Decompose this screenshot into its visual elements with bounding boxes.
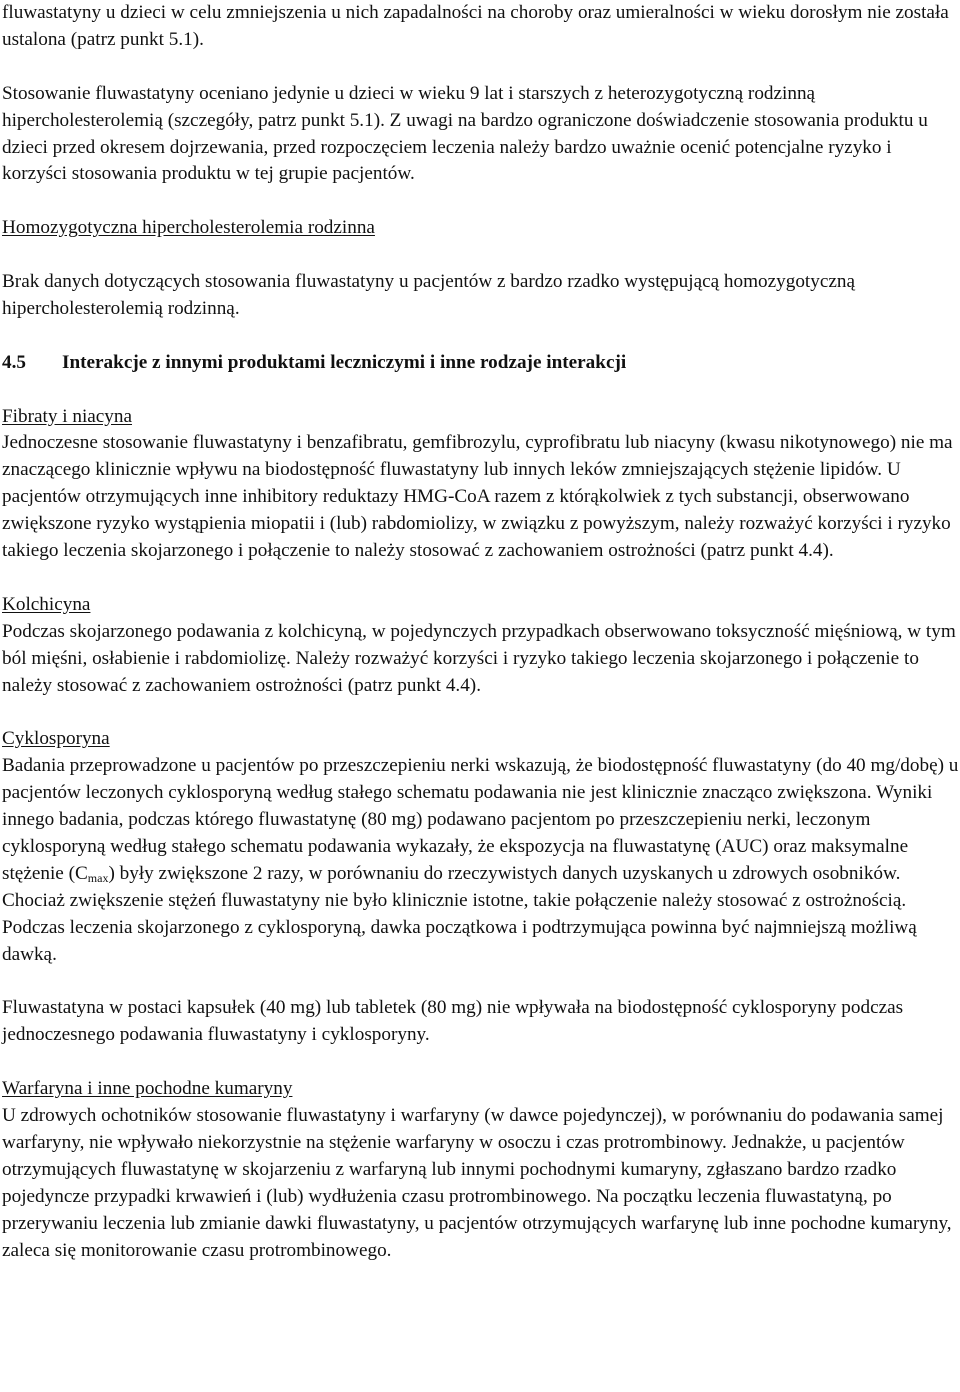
paragraph-pediatric-use: Stosowanie fluwastatyny oceniano jedynie u dzieci w wieku 9 lat i starszych z heterozygotyczną rodzinną hipercholesterolemią (szczegóły, patrz punkt 5.1). Z uwagi na bardzo ograniczone doświadczenie stosowania produktu u dzieci przed okresem dojrzewania, przed rozpoczęciem leczenia należy bardzo uważnie ocenić potencjalne ryzyko i korzyści stosowania produktu w tej grupie pacjentów. xyxy=(2,82,928,185)
subheading-fibrates: Fibraty i niacyna xyxy=(2,405,133,427)
subheading-homozygous-fh: Homozygotyczna hipercholesterolemia rodzinna xyxy=(2,217,375,239)
subheading-colchicine: Kolchicyna xyxy=(2,593,91,615)
cyclosporine-text-b: ) były zwiększone 2 razy, w porównaniu do rzeczywistych danych uzyskanych u zdrowych osobników. Chociaż zwiększenie stężeń fluwastatyny nie było klinicznie istotne, takie połączenie należy stosować z ostrożnością. Podczas leczenia skojarzonego z cyklosporyną, dawka początkowa i podtrzymująca powinna być najmniejszą możliwą dawką. xyxy=(2,862,917,965)
section-title: Interakcje z innymi produktami leczniczymi i inne rodzaje interakcji xyxy=(62,351,627,373)
cmax-subscript: max xyxy=(87,870,109,885)
paragraph-cyclosporine-bioavailability: Fluwastatyna w postaci kapsułek (40 mg) lub tabletek (80 mg) nie wpływała na biodostępność cyklosporyny podczas jednoczesnego podawania fluwastatyny i cyklosporyny. xyxy=(2,997,904,1046)
paragraph-fibrates: Jednoczesne stosowanie fluwastatyny i benzafibratu, gemfibrozylu, cyprofibratu lub niacyny (kwasu nikotynowego) nie ma znaczącego klinicznie wpływu na biodostępność fluwastatyny lub innych leków zmniejszających stężenie lipidów. U pacjentów otrzymujących inne inhibitory reduktazy HMG-CoA razem z którąkolwiek z tych substancji, obserwowano zwiększone ryzyko wystąpienia miopatii i (lub) rabdomiolizy, w związku z powyższym, należy rozważyć korzyści i ryzyko takiego leczenia skojarzonego i połączenie to należy stosować z zachowaniem ostrożności (patrz punkt 4.4). xyxy=(2,432,953,562)
paragraph-colchicine: Podczas skojarzonego podawania z kolchicyną, w pojedynczych przypadkach obserwowano toksyczność mięśniową, w tym ból mięśni, osłabienie i rabdomiolizę. Należy rozważyć korzyści i ryzyko takiego leczenia skojarzonego i połączenie to należy stosować z zachowaniem ostrożności (patrz punkt 4.4). xyxy=(2,620,956,696)
subheading-cyclosporine: Cyklosporyna xyxy=(2,728,110,750)
subheading-warfarin: Warfaryna i inne pochodne kumaryny xyxy=(2,1078,293,1100)
paragraph-cyclosporine xyxy=(2,753,960,968)
paragraph-warfarin: U zdrowych ochotników stosowanie fluwastatyny i warfaryny (w dawce pojedynczej), w porównaniu do podawania samej warfaryny, nie wpływało niekorzystnie na stężenie warfaryny w osoczu i czas protrombinowy. Jednakże, u pacjentów otrzymujących fluwastatynę w skojarzeniu z warfaryną lub innymi pochodnymi kumaryny, zgłaszano bardzo rzadko pojedyncze przypadki krwawień i (lub) wydłużenia czasu protrombinowego. Na początku leczenia fluwastatyną, po przerywaniu leczenia lub zmianie dawki fluwastatyny, u pacjentów otrzymujących warfarynę lub inne pochodne kumaryny, zaleca się monitorowanie czasu protrombinowego. xyxy=(2,1105,952,1261)
cyclosporine-text-a: Badania przeprowadzone u pacjentów po przeszczepieniu nerki wskazują, że biodostępność fluwastatyny (do 40 mg/dobę) u pacjentów leczonych cyklosporyną według stałego schematu podawania nie jest klinicznie znacząco zwiększona. Wyniki innego badania, podczas którego fluwastatynę (80 mg) podawano pacjentom po przeszczepieniu nerki, leczonym cyklosporyną według stałego schematu podawania wykazały, że ekspozycja na fluwastatynę (AUC) oraz maksymalne stężenie (C xyxy=(2,755,959,884)
section-number: 4.5 xyxy=(2,351,26,373)
section-heading-4-5 xyxy=(2,350,960,377)
paragraph-pediatric-outcomes: fluwastatyny u dzieci w celu zmniejszenia u nich zapadalności na choroby oraz umieralności w wieku dorosłym nie została ustalona (patrz punkt 5.1). xyxy=(2,2,949,50)
paragraph-homozygous-fh: Brak danych dotyczących stosowania fluwastatyny u pacjentów z bardzo rzadko występującą homozygotyczną hipercholesterolemią rodzinną. xyxy=(2,271,856,319)
